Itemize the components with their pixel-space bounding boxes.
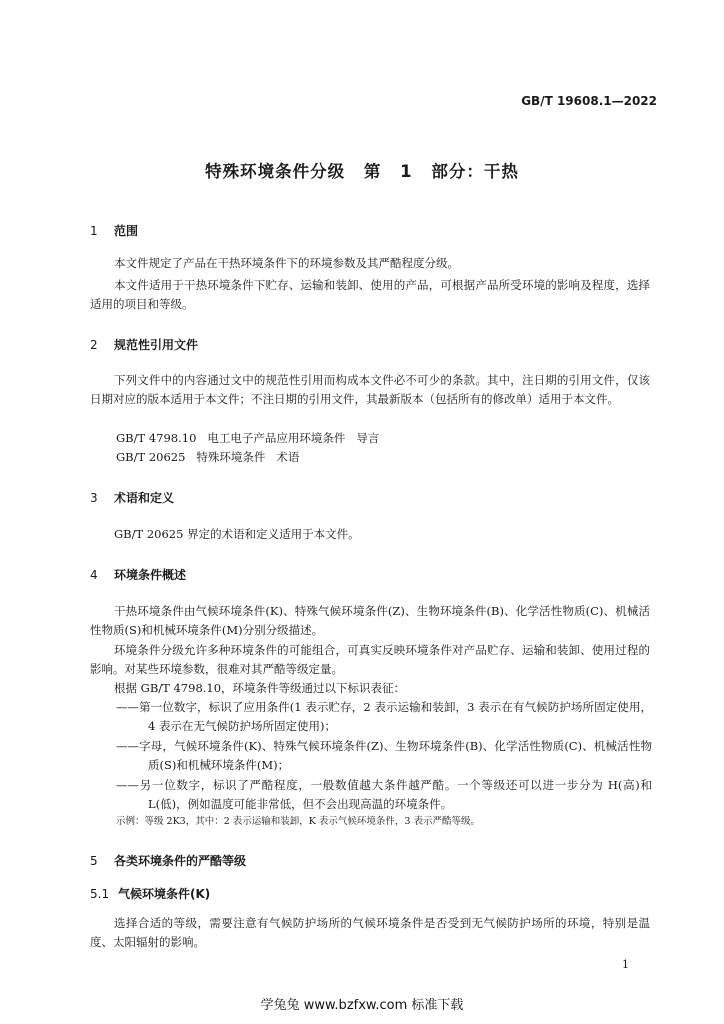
section-number: 3 bbox=[90, 491, 98, 505]
section-title: 规范性引用文件 bbox=[114, 338, 199, 352]
section-2-paragraph-1: 下列文件中的内容通过文中的规范性引用而构成本文件必不可少的条款。其中，注日期的引用文件，仅该日期对应的版本适用于本文件；不注日期的引用文件，其最新版本（包括所有的修改单）适用于本文件。 bbox=[90, 373, 650, 406]
standard-code: GB/T 19608.1—2022 bbox=[521, 94, 657, 108]
section-5-1-heading bbox=[90, 885, 210, 902]
section-4-heading bbox=[90, 566, 186, 583]
section-number: 4 bbox=[90, 568, 98, 582]
section-4-list-item-2: ——字母，气候环境条件(K)、特殊气候环境条件(Z)、生物环境条件(B)、化学活性物质(C)、机械活性物质(S)和机械环境条件(M)； bbox=[116, 739, 652, 772]
section-title: 各类环境条件的严酷等级 bbox=[114, 854, 247, 868]
section-number: 5 bbox=[90, 854, 98, 868]
section-3-heading bbox=[90, 489, 174, 506]
site-footer: 学兔兔 www.bzfxw.com 标准下载 bbox=[260, 998, 464, 1013]
section-5-heading bbox=[90, 852, 246, 869]
page-number: 1 bbox=[622, 958, 629, 971]
section-1-paragraph-2: 本文件适用于干热环境条件下贮存、运输和装卸、使用的产品，可根据产品所受环境的影响及程度，选择适用的项目和等级。 bbox=[90, 278, 650, 311]
section-title: 范围 bbox=[114, 224, 139, 238]
normative-reference: GB/T 4798.10 电工电子产品应用环境条件 导言 bbox=[116, 431, 380, 445]
section-4-list-item-3: ——另一位数字，标识了严酷程度，一般数值越大条件越严酷。一个等级还可以进一步分为 H(高)和 L(低)，例如温度可能非常低，但不会出现高温的环境条件。 bbox=[116, 778, 652, 811]
section-number: 1 bbox=[90, 224, 98, 238]
section-title: 环境条件概述 bbox=[114, 568, 187, 582]
section-4-example: 示例：等级 2K3，其中：2 表示运输和装卸，K 表示气候环境条件，3 表示严酷等级。 bbox=[116, 816, 480, 827]
section-4-paragraph-3: 根据 GB/T 4798.10，环境条件等级通过以下标识表征： bbox=[114, 681, 406, 695]
section-4-paragraph-2: 环境条件分级允许多种环境条件的可能组合，可真实反映环境条件对产品贮存、运输和装卸、使用过程的影响。对某些环境参数，很难对其严酷等级定量。 bbox=[90, 643, 650, 676]
section-1-paragraph-1: 本文件规定了产品在干热环境条件下的环境参数及其严酷程度分级。 bbox=[114, 256, 459, 270]
normative-reference: GB/T 20625 特殊环境条件 术语 bbox=[116, 450, 300, 464]
section-title: 术语和定义 bbox=[114, 491, 175, 505]
section-4-paragraph-1: 干热环境条件由气候环境条件(K)、特殊气候环境条件(Z)、生物环境条件(B)、化学活性物质(C)、机械活性物质(S)和机械环境条件(M)分别分级描述。 bbox=[90, 604, 650, 637]
section-1-heading bbox=[90, 222, 138, 239]
section-number: 5.1 bbox=[90, 887, 110, 901]
section-3-paragraph-1: GB/T 20625 界定的术语和定义适用于本文件。 bbox=[114, 527, 360, 541]
section-title: 气候环境条件(K) bbox=[118, 887, 211, 901]
section-4-list-item-1: ——第一位数字，标识了应用条件(1 表示贮存，2 表示运输和装卸，3 表示在有气候防护场所固定使用，4 表示在无气候防护场所固定使用)； bbox=[116, 700, 652, 733]
section-number: 2 bbox=[90, 338, 98, 352]
section-5-1-paragraph-1: 选择合适的等级，需要注意有气候防护场所的气候环境条件是否受到无气候防护场所的环境，特别是温度、太阳辐射的影响。 bbox=[90, 916, 650, 949]
section-2-heading bbox=[90, 336, 198, 353]
document-title: 特殊环境条件分级 第 1 部分：干热 bbox=[205, 162, 519, 181]
